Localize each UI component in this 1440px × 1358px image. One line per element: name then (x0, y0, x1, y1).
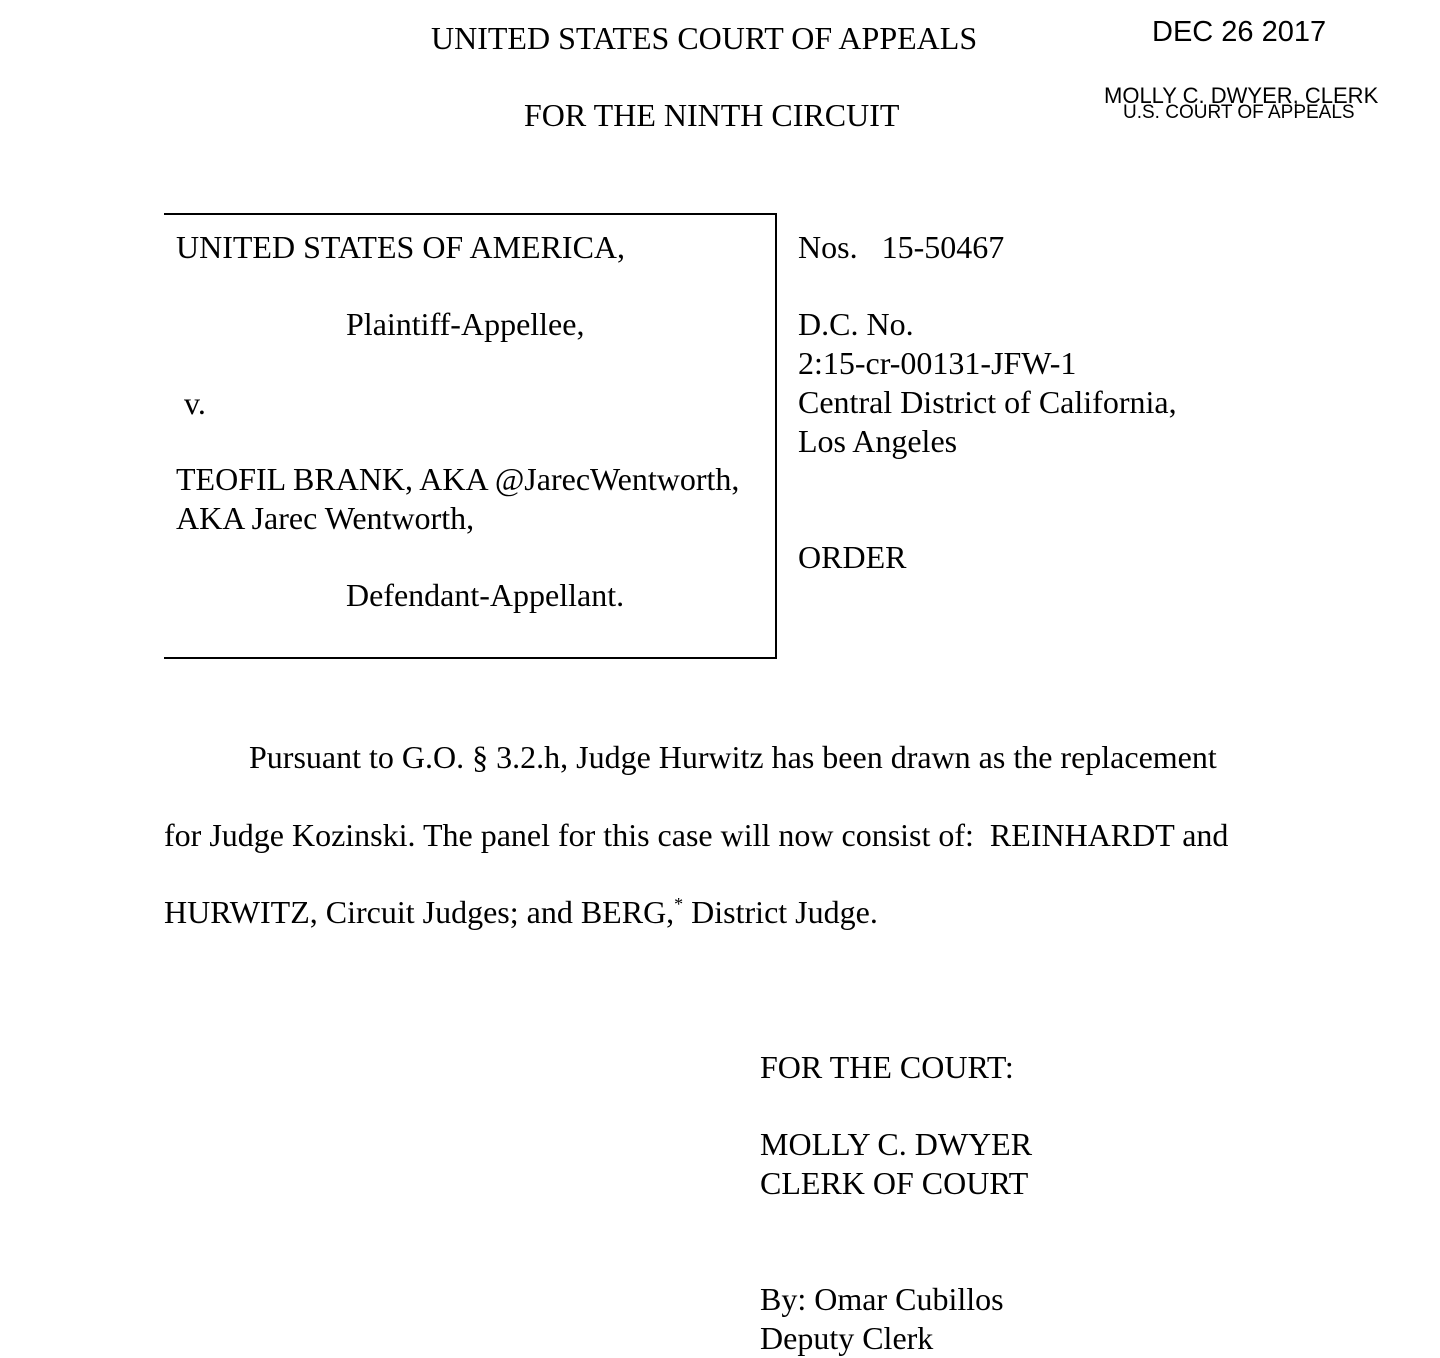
signature-deputy-title: Deputy Clerk (760, 1320, 934, 1356)
order-text-line3-part2: District Judge. (683, 894, 878, 930)
plaintiff-name: UNITED STATES OF AMERICA, (176, 229, 626, 265)
footnote-marker: * (674, 894, 684, 914)
stamp-clerk-name: MOLLY C. DWYER, CLERK (1104, 83, 1379, 108)
dc-district: Central District of California, (798, 384, 1177, 420)
signature-clerk-title: CLERK OF COURT (760, 1165, 1029, 1201)
plaintiff-role: Plaintiff-Appellee, (346, 306, 585, 342)
stamp-court-name: U.S. COURT OF APPEALS (1123, 102, 1355, 123)
signature-by: By: Omar Cubillos (760, 1281, 1004, 1317)
order-text-line2: for Judge Kozinski. The panel for this case will now consist of: REINHARDT and (164, 817, 1229, 853)
defendant-name-line1: TEOFIL BRANK, AKA @JarecWentworth, (176, 461, 740, 497)
order-text-line3 (164, 893, 878, 937)
document-type: ORDER (798, 539, 907, 575)
order-text-line3-part1: HURWITZ, Circuit Judges; and BERG, (164, 894, 675, 930)
versus-label: v. (184, 385, 206, 421)
circuit-title: FOR THE NINTH CIRCUIT (524, 97, 900, 133)
order-text-line1: Pursuant to G.O. § 3.2.h, Judge Hurwitz has been drawn as the replacement (249, 739, 1217, 775)
defendant-name-line2: AKA Jarec Wentworth, (176, 500, 475, 536)
court-title: UNITED STATES COURT OF APPEALS (431, 20, 978, 56)
filed-date: DEC 26 2017 (1152, 16, 1327, 48)
signature-clerk-name: MOLLY C. DWYER (760, 1126, 1033, 1162)
signature-for-court: FOR THE COURT: (760, 1049, 1014, 1085)
dc-city: Los Angeles (798, 423, 958, 459)
case-number: Nos. 15-50467 (798, 229, 1005, 265)
dc-number: 2:15-cr-00131-JFW-1 (798, 345, 1077, 381)
dc-number-label: D.C. No. (798, 306, 914, 342)
defendant-role: Defendant-Appellant. (346, 577, 625, 613)
